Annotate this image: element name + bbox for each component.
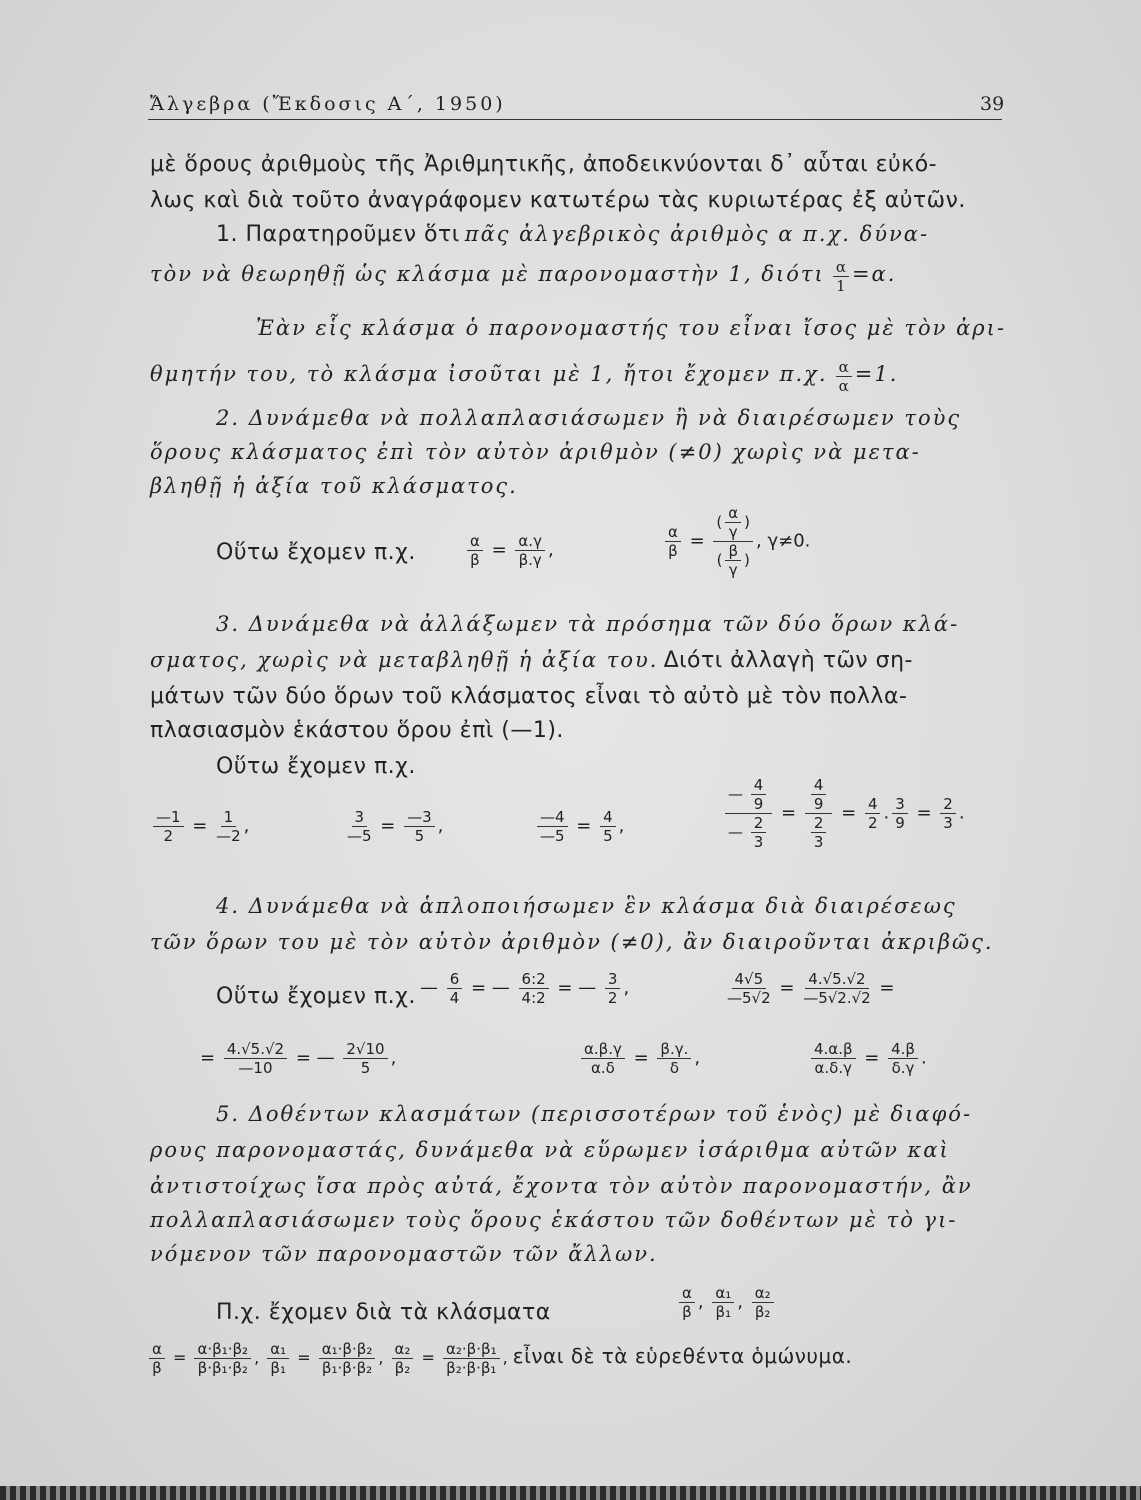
- intro-line-1: μὲ ὅρους ἀριθμοὺς τῆς Ἀριθμητικῆς, ἀποδεικνύονται δ᾽ αὗται εὐκό-: [150, 152, 938, 177]
- rule-5-line-3: ἀντιστοίχως ἴσα πρὸς αὐτά, ἔχοντα τὸν αὐτὸν παρονομαστήν, ἂν: [150, 1174, 973, 1198]
- rule-3-line-2: [150, 648, 913, 673]
- rule-3-equation-4: — $\frac{4}{9}$ — $\frac{2}{3}$ = $\frac{\frac{4}{9}}{\frac{2}{3}}$ = $\frac{4}{2}$ . $\frac{3}{9}$ = $\frac{2}{3}$ .: [722, 776, 965, 851]
- rule-5-conclusion: εἶναι δὲ τὰ εὑρεθέντα ὁμώνυμα.: [512, 1344, 853, 1368]
- rule-4-equation-2: $\frac{4√5}{—5√2}$ = $\frac{4.√5.√2}{—5√2.√2}$ =: [727, 970, 895, 1007]
- rule-1-lead: 1. Παρατηροῦμεν ὅτι: [216, 222, 460, 247]
- rule-3-line-2-italic: σματος, χωρὶς νὰ μεταβληθῇ ἡ ἀξία του.: [150, 648, 659, 672]
- rule-1-line-3: Ἐὰν εἷς κλάσμα ὁ παρονομαστής του εἶναι ἴσος μὲ τὸν ἀρι-: [256, 316, 1006, 340]
- rule-2-line-2: ὅρους κλάσματος ἐπὶ τὸν αὐτὸν ἀριθμὸν (≠0) χωρὶς νὰ μετα-: [150, 440, 921, 464]
- rule-2-example-label: Οὕτω ἔχομεν π.χ.: [216, 540, 416, 565]
- rule-1-result-2: =1.: [854, 362, 899, 386]
- rule-2-line-1: 2. Δυνάμεθα νὰ πολλαπλασιάσωμεν ἢ νὰ διαιρέσωμεν τοὺς: [216, 406, 962, 430]
- rule-2-equation-2: $\frac{\alpha}{\beta}$ = ( $\frac{\alpha}{\gamma}$ ) ( $\frac{\beta}{\gamma}$ ) , γ≠0.: [662, 504, 810, 579]
- rule-1-line-4-text: θμητήν του, τὸ κλάσμα ἰσοῦται μὲ 1, ἤτοι ἔχομεν π.χ.: [150, 362, 828, 386]
- rule-1-line-2: [150, 258, 896, 295]
- rule-3-equation-2: $\frac{3}{—5}$ = $\frac{—3}{5}$ ,: [347, 808, 444, 845]
- rule-4-line-2: τῶν ὅρων του μὲ τὸν αὐτὸν ἀριθμὸν (≠0), ἂν διαιροῦνται ἀκριβῶς.: [150, 930, 994, 954]
- page-bottom-edge: [0, 1486, 1141, 1500]
- rule-5-example-label: Π.χ. ἔχομεν διὰ τὰ κλάσματα: [216, 1300, 551, 1325]
- rule-4-equation-3: = $\frac{4.√5.√2}{—10}$ = — $\frac{2√10}{5}$ ,: [200, 1040, 397, 1077]
- running-header-title: Ἄλγεβρα (Ἔκδοσις Α΄, 1950): [150, 93, 506, 115]
- page-number: 39: [980, 93, 1005, 115]
- rule-3-equation-3: $\frac{—4}{—5}$ = $\frac{4}{5}$ ,: [534, 808, 624, 845]
- rule-4-line-1: 4. Δυνάμεθα νὰ ἁπλοποιήσωμεν ἓν κλάσμα διὰ διαιρέσεως: [216, 894, 957, 918]
- rule-3-line-3: μάτων τῶν δύο ὅρων τοῦ κλάσματος εἶναι τὸ αὐτὸ μὲ τὸν πολλα-: [150, 684, 908, 709]
- rule-3-line-2-roman: Διότι ἀλλαγὴ τῶν ση-: [663, 648, 913, 673]
- rule-1-line-4: [150, 358, 898, 395]
- rule-1-statement-cont: τὸν νὰ θεωρηθῇ ὡς κλάσμα μὲ παρονομαστὴν 1, διότι: [150, 262, 825, 286]
- fraction-a-over-1: $\frac{\alpha}{1}$: [833, 258, 849, 295]
- rule-1-result: =α.: [851, 262, 897, 286]
- rule-5-given-fractions: $\frac{\alpha}{\beta}$ , $\frac{\text{α₁}}{\text{β₁}}$ , $\frac{\text{α₂}}{\text{β₂}}$: [676, 1284, 777, 1321]
- rule-1-line-1: [216, 222, 929, 247]
- rule-2-equation-1: $\frac{\alpha}{\beta}$ = $\frac{\alpha.\gamma}{\beta.\gamma}$ ,: [464, 532, 554, 569]
- rule-1-statement: πᾶς ἀλγεβρικὸς ἀριθμὸς α π.χ. δύνα-: [464, 222, 930, 246]
- rule-4-equation-5: $\frac{4.\alpha.\beta}{\alpha.\delta.\gamma}$ = $\frac{4.\beta}{\delta.\gamma}$ .: [808, 1040, 927, 1077]
- rule-5-line-2: ρους παρονομαστάς, δυνάμεθα νὰ εὕρωμεν ἰσάριθμα αὐτῶν καὶ: [150, 1138, 950, 1162]
- intro-line-2: λως καὶ διὰ τοῦτο ἀναγράφομεν κατωτέρω τὰς κυριωτέρας ἐξ αὐτῶν.: [150, 188, 966, 213]
- rule-3-example-label: Οὕτω ἔχομεν π.χ.: [216, 754, 416, 779]
- header-rule: [148, 119, 1002, 120]
- rule-5-equations: $\frac{\alpha}{\beta}$ = $\frac{\text{α·β₁·β₂}}{\text{β·β₁·β₂}}$ , $\frac{\text{α₁}}{\text{β₁}}$ = $\frac{\text{α₁·β·β₂}}{\text{β₁·β·β₂}}$ , $\frac{\text{α₂}}{\text{β₂}}$ = $\frac{\text{α₂·β·β₁}}{\text{β₂·β·β₁}}$ , εἶναι δὲ τὰ εὑρεθέντα ὁμώνυμα.: [146, 1340, 852, 1377]
- rule-3-line-1: 3. Δυνάμεθα νὰ ἀλλάξωμεν τὰ πρόσημα τῶν δύο ὅρων κλά-: [216, 612, 960, 636]
- rule-4-equation-4: $\frac{\alpha.\beta.\gamma}{\alpha.\delta}$ = $\frac{\beta.\gamma.}{\delta}$ ,: [578, 1040, 700, 1077]
- rule-4-equation-1: — $\frac{6}{4}$ = — $\frac{6:2}{4:2}$ = — $\frac{3}{2}$ ,: [420, 970, 630, 1007]
- rule-2-condition: , γ≠0.: [756, 530, 811, 552]
- rule-2-line-3: βληθῇ ἡ ἀξία τοῦ κλάσματος.: [150, 474, 518, 498]
- rule-3-line-4: πλασιασμὸν ἑκάστου ὅρου ἐπὶ (—1).: [150, 718, 564, 743]
- fraction-a-over-a: $\frac{\alpha}{\alpha}$: [836, 358, 852, 395]
- rule-5-line-5: νόμενον τῶν παρονομαστῶν τῶν ἄλλων.: [150, 1242, 658, 1266]
- rule-5-line-1: 5. Δοθέντων κλασμάτων (περισσοτέρων τοῦ ἑνὸς) μὲ διαφό-: [216, 1102, 973, 1126]
- rule-5-line-4: πολλαπλασιάσωμεν τοὺς ὅρους ἑκάστου τῶν δοθέντων μὲ τὸ γι-: [150, 1208, 958, 1232]
- rule-3-equation-1: $\frac{—1}{2}$ = $\frac{1}{—2}$ ,: [150, 808, 249, 845]
- rule-4-example-label: Οὕτω ἔχομεν π.χ.: [216, 984, 416, 1009]
